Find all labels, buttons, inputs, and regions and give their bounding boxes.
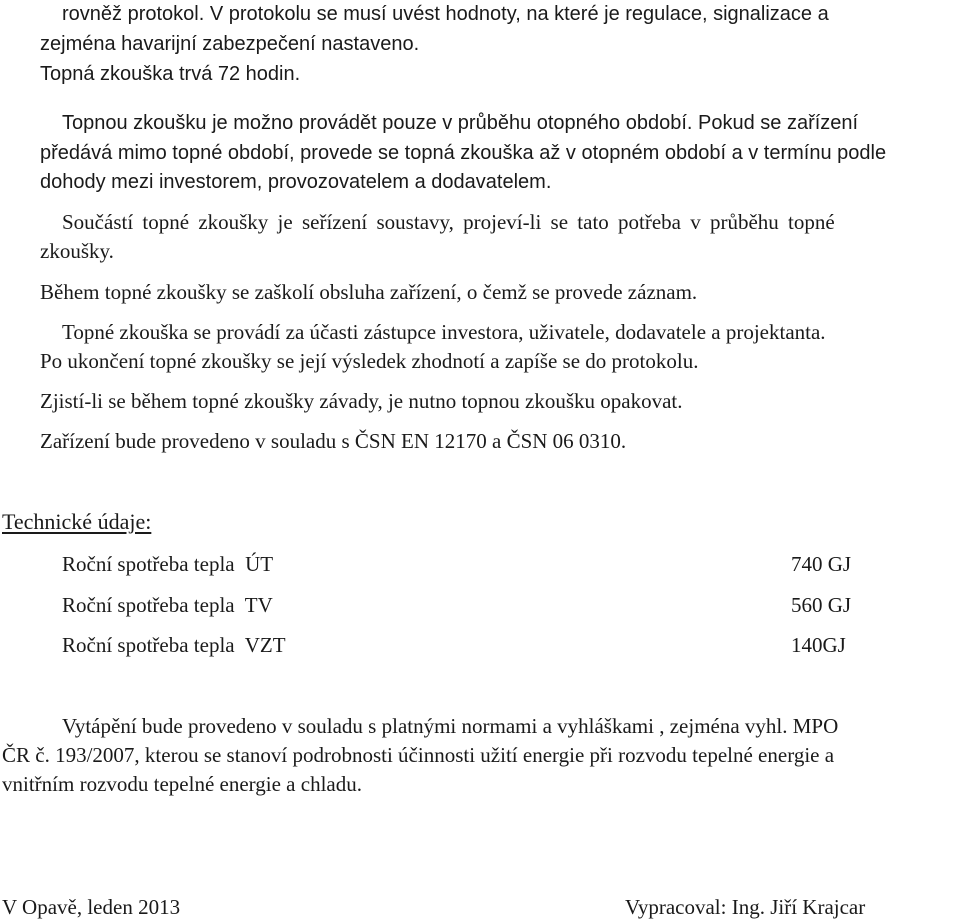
technical-row-label-ut: Roční spotřeba tepla ÚT <box>62 552 274 576</box>
technical-row-value-vzt: 140GJ <box>791 633 846 657</box>
technical-row-value-ut: 740 GJ <box>791 552 852 576</box>
paragraph-2: Topná zkouška trvá 72 hodin. <box>40 63 301 85</box>
paragraph-1-line-2: zejména havarijní zabezpečení nastaveno. <box>40 33 420 55</box>
paragraph-7: Zjistí-li se během topné zkoušky závady, je nutno topnou zkoušku opakovat. <box>40 389 683 413</box>
paragraph-6-line-1: Topné zkouška se provádí za účasti zástupce investora, uživatele, dodavatele a projektanta. <box>62 320 826 344</box>
paragraph-3-line-3: dohody mezi investorem, provozovatelem a dodavatelem. <box>40 171 552 193</box>
footer-author: Vypracoval: Ing. Jiří Krajcar <box>625 895 866 919</box>
paragraph-4-line-1: Součástí topné zkoušky je seřízení soustavy, projeví-li se tato potřeba v průběhu topné <box>62 210 835 234</box>
paragraph-6-line-2: Po ukončení topné zkoušky se její výsledek zhodnotí a zapíše se do protokolu. <box>40 349 699 373</box>
paragraph-8: Zařízení bude provedeno v souladu s ČSN EN 12170 a ČSN 06 0310. <box>40 429 627 453</box>
paragraph-4-line-2: zkoušky. <box>40 239 114 263</box>
technical-row-label-vzt: Roční spotřeba tepla VZT <box>62 633 286 657</box>
paragraph-1-line-1: rovněž protokol. V protokolu se musí uvést hodnoty, na které je regulace, signalizace a <box>62 3 829 25</box>
technical-row-label-tv: Roční spotřeba tepla TV <box>62 593 273 617</box>
closing-line-3: vnitřním rozvodu tepelné energie a chladu. <box>2 772 362 796</box>
paragraph-3-line-1: Topnou zkoušku je možno provádět pouze v průběhu otopného období. Pokud se zařízení <box>62 112 859 134</box>
technical-row-value-tv: 560 GJ <box>791 593 852 617</box>
technical-data-heading: Technické údaje: <box>2 509 152 534</box>
paragraph-3-line-2: předává mimo topné období, provede se topná zkouška až v otopném období a v termínu podle <box>40 142 887 164</box>
footer-place-date: V Opavě, leden 2013 <box>2 895 181 919</box>
closing-line-1: Vytápění bude provedeno v souladu s platnými normami a vyhláškami , zejména vyhl. MPO <box>62 714 839 738</box>
closing-line-2: ČR č. 193/2007, kterou se stanoví podrobnosti účinnosti užití energie při rozvodu tepelné energie a <box>2 743 835 767</box>
paragraph-5: Během topné zkoušky se zaškolí obsluha zařízení, o čemž se provede záznam. <box>40 280 698 304</box>
